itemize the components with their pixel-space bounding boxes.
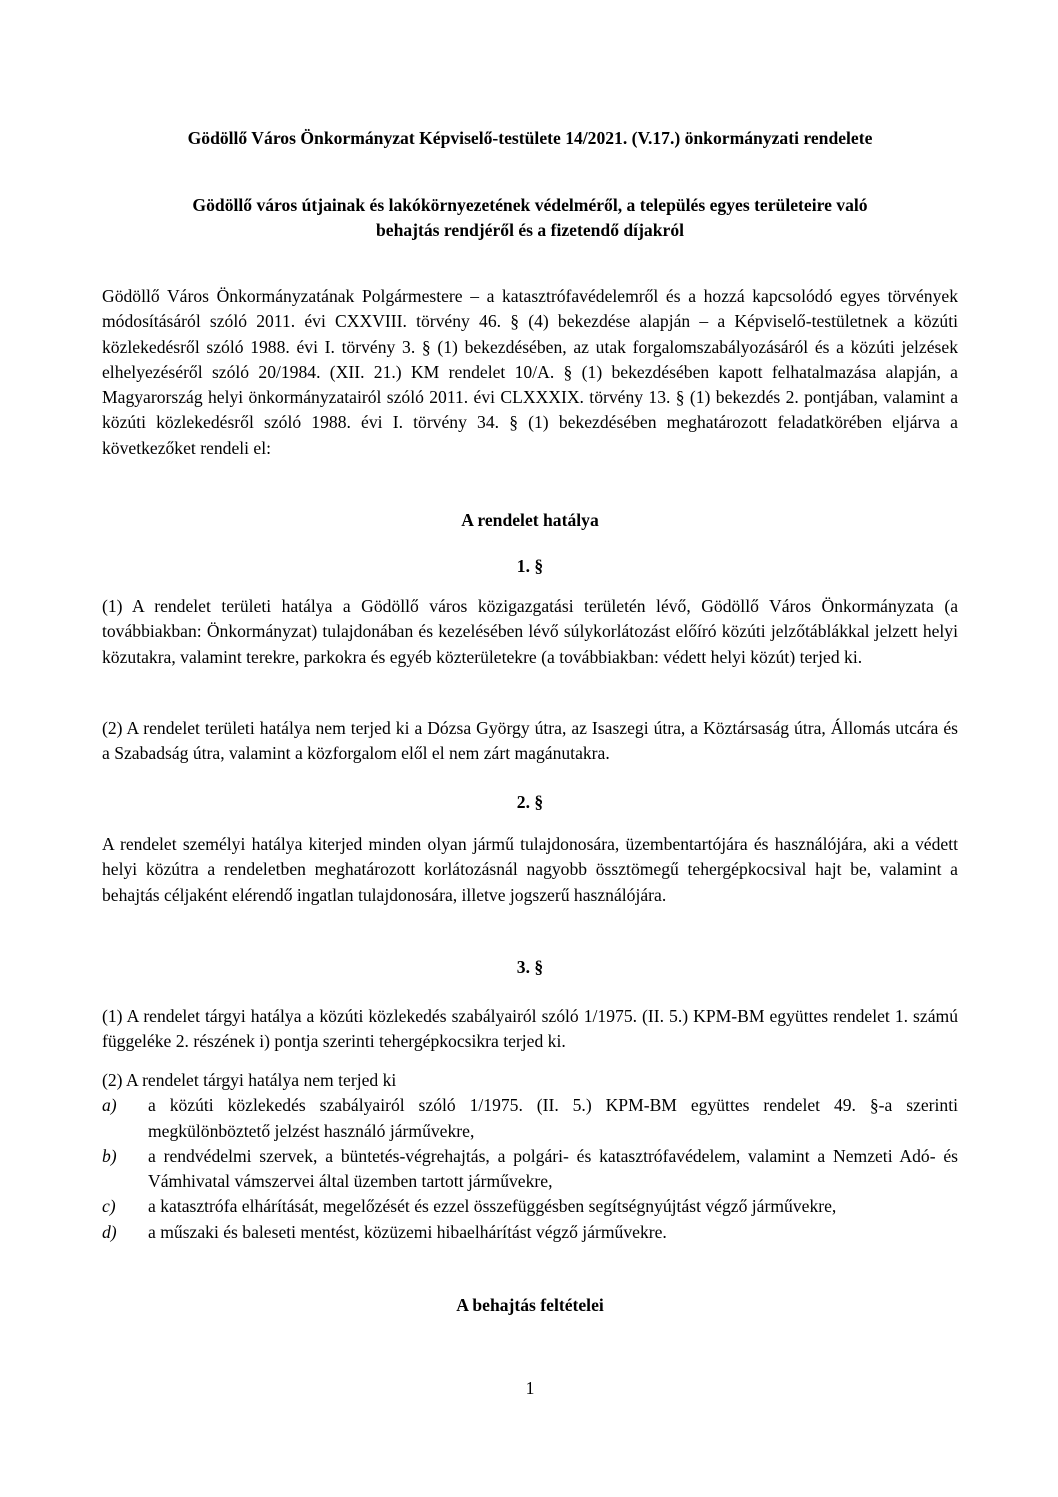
paragraph-number-3: 3. §: [516, 957, 544, 977]
list-marker: c): [102, 1196, 116, 1217]
preamble: Gödöllő Város Önkormányzatának Polgármestere – a katasztrófavédelemről és a hozzá kapcsolódó egyes törvények módosításáról szóló 2011. évi CXXVIII. törvény 46. § (4) bekezdése alapján – a Képviselő-testületnek a közúti közlekedésről szóló 1988. évi I. törvény 3. § (1) bekezdésében, az utak forgalomszabályozásáról és a közúti jelzések elhelyezéséről szóló 20/1984. (XII. 21.) KM rendelet 10/A. § (1) bekezdésében kapott felhatalmazása alapján, a Magyarország helyi önkormányzatairól szóló 2011. évi CLXXXIX. törvény 13. § (1) bekezdés 2. pontjában, valamint a közúti közlekedésről szóló 1988. évi I. törvény 34. § (1) bekezdésében meghatározott feladatkörében eljárva a következőket rendeli el:: [102, 286, 958, 458]
subtitle-line-1: Gödöllő város útjainak és lakókörnyezetének védelméről, a település egyes területeire való: [192, 195, 868, 215]
list-text: a közúti közlekedés szabályairól szóló 1/1975. (II. 5.) KPM-BM együttes rendelet 49. §-a szerinti megkülönböztető jelzést használó járművekre,: [148, 1095, 958, 1141]
list-text: a katasztrófa elhárítását, megelőzését és ezzel összefüggésben segítségnyújtást végző járművekre,: [148, 1196, 837, 1217]
list-marker: b): [102, 1145, 117, 1166]
list-item: [102, 1144, 958, 1195]
list-item: [102, 1093, 958, 1144]
section-heading-scope: A rendelet hatálya: [461, 510, 599, 530]
paragraph-3-clause-2: [102, 1068, 958, 1245]
paragraph-2-text: A rendelet személyi hatálya kiterjed minden olyan jármű tulajdonosára, üzembentartójára és használójára, aki a védett helyi közútra a rendeletben meghatározott korlátozásnál nagyobb össztömegű tehergépkocsival hajt be, valamint a behajtás céljaként elérendő ingatlan tulajdonosára, illetve jogszerű használójára.: [102, 834, 958, 905]
list-text: a rendvédelmi szervek, a büntetés-végrehajtás, a polgári- és katasztrófavédelem, valamint a Nemzeti Adó- és Vámhivatal vámszervei által üzemben tartott járművekre,: [148, 1145, 958, 1192]
page-number: 1: [525, 1378, 535, 1398]
subtitle-line-2: behajtás rendjéről és a fizetendő díjakról: [375, 220, 685, 240]
paragraph-1-clause-2: (2) A rendelet területi hatálya nem terjed ki a Dózsa György útra, az Isaszegi útra, a Köztársaság útra, Állomás utcára és a Szabadság útra, valamint a közforgalom elől el nem zárt magánutakra.: [102, 718, 958, 764]
list-marker: d): [102, 1221, 117, 1242]
paragraph-number-2: 2. §: [516, 792, 544, 812]
list-item: [102, 1220, 958, 1245]
list-item: [102, 1194, 958, 1219]
list-marker: a): [102, 1095, 117, 1116]
document-title: Gödöllő Város Önkormányzat Képviselő-testülete 14/2021. (V.17.) önkormányzati rendelete: [187, 128, 873, 148]
paragraph-3-clause-1: (1) A rendelet tárgyi hatálya a közúti közlekedés szabályairól szóló 1/1975. (II. 5.) KPM-BM együttes rendelet 1. számú függeléke 2. részének i) pontja szerinti tehergépkocsikra terjed ki.: [102, 1006, 958, 1052]
document-subtitle: [102, 193, 958, 243]
list-text: a műszaki és baleseti mentést, közüzemi hibaelhárítást végző járművekre.: [148, 1221, 667, 1242]
clause-2-intro: (2) A rendelet tárgyi hatálya nem terjed ki: [102, 1070, 397, 1090]
paragraph-number-1: 1. §: [516, 556, 544, 576]
section-heading-conditions: A behajtás feltételei: [456, 1295, 604, 1315]
paragraph-1-clause-1: (1) A rendelet területi hatálya a Gödöllő város közigazgatási területén lévő, Gödöllő Város Önkormányzata (a továbbiakban: Önkormányzat) tulajdonában és kezelésében lévő súlykorlátozást előíró közúti jelzőtáblákkal jelzett helyi közutakra, valamint terekre, parkokra és egyéb közterületekre (a továbbiakban: védett helyi közút) terjed ki.: [102, 596, 958, 667]
